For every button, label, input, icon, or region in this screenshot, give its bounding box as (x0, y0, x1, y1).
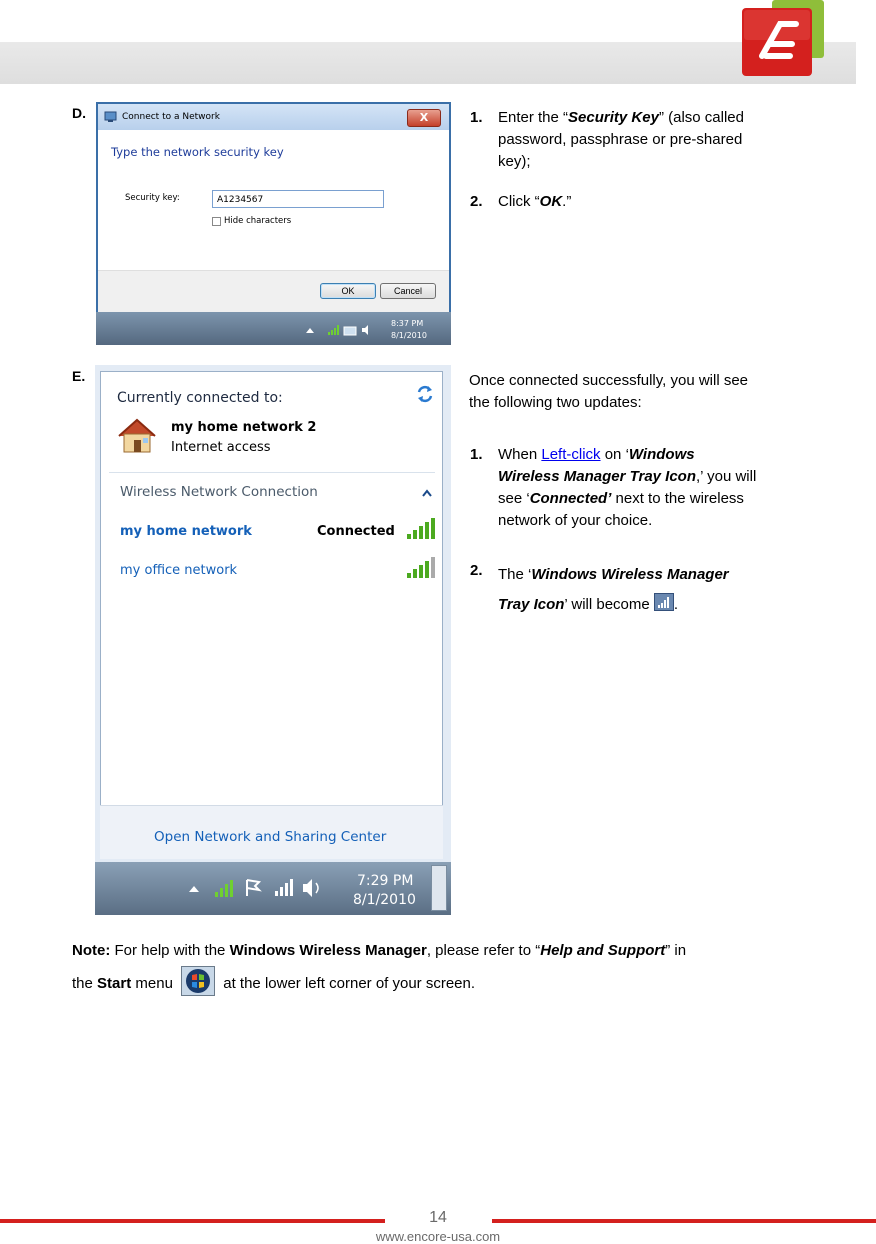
screenshot-network-panel (95, 365, 451, 915)
text: When (498, 446, 542, 463)
text: ’ will become (564, 596, 654, 613)
taskbar (95, 862, 451, 915)
text: network of your choice. (498, 512, 653, 529)
text: ,’ you will (696, 468, 757, 485)
text-bold: Windows Wireless Manager (229, 942, 427, 959)
text: key); (498, 153, 531, 170)
show-hidden-icons-icon (306, 328, 314, 333)
text-bold: Windows (628, 446, 695, 463)
instruction-2 (498, 560, 828, 620)
tray-time: 7:29 PM (357, 873, 414, 889)
text: , please refer to “ (426, 942, 541, 959)
current-network-name: my home network 2 (171, 420, 317, 435)
left-click-link[interactable]: Left-click (541, 446, 601, 463)
text: see ‘ (498, 490, 530, 507)
network-panel (100, 371, 443, 858)
website-url: www.encore-usa.com (375, 1229, 501, 1244)
note (72, 935, 832, 999)
refresh-icon[interactable] (415, 384, 435, 404)
wireless-manager-tray-icon (654, 593, 674, 611)
text: . (673, 596, 679, 613)
step-letter-e: E. (72, 368, 86, 384)
text: ” in (665, 942, 687, 959)
signal-strength-icon (405, 557, 437, 579)
start-button-icon (181, 966, 215, 996)
open-network-center-link[interactable]: Open Network and Sharing Center (154, 829, 387, 845)
text-bold: Connected’ (529, 490, 612, 507)
taskbar (96, 312, 451, 345)
text-bold: Help and Support (540, 942, 666, 959)
instruction-1 (498, 107, 828, 173)
network-icon (104, 110, 117, 123)
instruction-number: 2. (470, 562, 483, 579)
instruction-number: 2. (470, 193, 483, 210)
tray-date: 8/1/2010 (353, 892, 416, 908)
tray-icons (304, 324, 374, 336)
text: password, passphrase or pre-shared (498, 131, 743, 148)
connected-status: Connected (317, 524, 395, 539)
page-number: 14 (429, 1209, 447, 1226)
ok-button[interactable]: OK (320, 283, 376, 299)
dialog-heading: Type the network security key (111, 145, 284, 159)
dialog-titlebar (98, 104, 449, 130)
header-band (0, 42, 856, 84)
text: For help with the (110, 942, 230, 959)
step-letter-d: D. (72, 105, 86, 121)
connected-to-label: Currently connected to: (117, 390, 283, 406)
text-bold: Tray Icon (498, 596, 565, 613)
show-hidden-icons-icon (189, 886, 199, 892)
instruction-2 (498, 191, 571, 213)
dialog-title: Connect to a Network (122, 112, 220, 122)
text: Enter the “ (498, 109, 569, 126)
text: the (72, 975, 98, 992)
text: next to the wireless (611, 490, 744, 507)
close-button[interactable]: X (407, 109, 441, 127)
text: ” (also called (658, 109, 744, 126)
section-header: Wireless Network Connection (120, 484, 318, 500)
note-label: Note: (72, 942, 111, 959)
signal-strength-icon (405, 518, 437, 540)
instruction-number: 1. (470, 109, 483, 126)
text-bold: Wireless Manager Tray Icon (498, 468, 697, 485)
network-item-home[interactable]: my home network (120, 524, 252, 539)
panel-footer (100, 805, 443, 859)
text: menu (131, 975, 178, 992)
text-bold: Windows Wireless Manager (531, 566, 729, 583)
dialog-body (98, 130, 449, 290)
home-network-icon (115, 416, 159, 456)
instruction-1 (498, 444, 828, 532)
screenshot-connect-dialog (96, 102, 451, 345)
text-bold: OK (539, 193, 563, 210)
encore-logo-icon (736, 0, 828, 80)
text: on ‘ (600, 446, 629, 463)
divider (109, 472, 435, 473)
security-key-label: Security key: (125, 193, 180, 203)
text-bold: Start (97, 975, 132, 992)
cancel-button[interactable]: Cancel (380, 283, 436, 299)
security-key-input[interactable]: A1234567 (212, 190, 384, 208)
chevron-up-icon[interactable] (421, 488, 433, 498)
internet-access-label: Internet access (171, 440, 271, 455)
text-bold: Security Key (568, 109, 659, 126)
text: The ‘ (498, 566, 532, 583)
hide-characters-checkbox[interactable] (212, 217, 221, 226)
show-desktop-button[interactable] (431, 865, 447, 911)
text: Once connected successfully, you will see (469, 372, 749, 389)
text: .” (562, 193, 572, 210)
tray-icons (185, 876, 335, 900)
text: the following two updates: (469, 394, 642, 411)
text: at the lower left corner of your screen. (223, 975, 476, 992)
tray-time: 8:37 PM (391, 319, 424, 328)
dialog-footer (98, 270, 449, 312)
text: Click “ (498, 193, 540, 210)
instruction-number: 1. (470, 446, 483, 463)
tray-date: 8/1/2010 (391, 331, 427, 340)
network-item-office[interactable]: my office network (120, 563, 238, 578)
hide-characters-label: Hide characters (224, 216, 292, 226)
intro-text (469, 370, 829, 414)
